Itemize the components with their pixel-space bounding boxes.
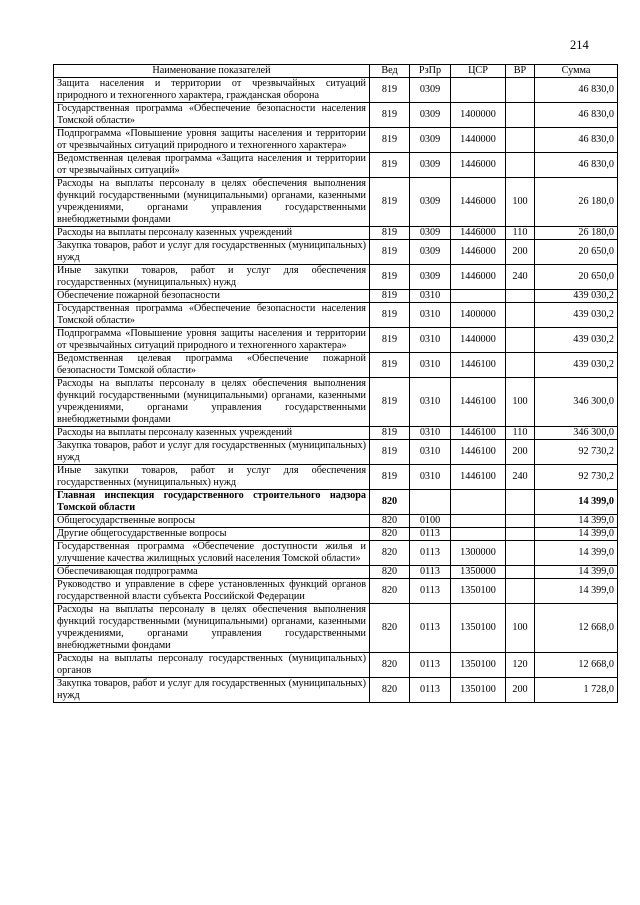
table-row <box>54 653 618 678</box>
cell-sum: 26 180,0 <box>535 178 618 227</box>
cell-rzpr <box>410 490 451 515</box>
cell-ved: 819 <box>370 265 410 290</box>
cell-sum: 20 650,0 <box>535 265 618 290</box>
table-row <box>54 303 618 328</box>
cell-vr <box>506 128 535 153</box>
cell-rzpr: 0309 <box>410 78 451 103</box>
cell-ved: 819 <box>370 427 410 440</box>
cell-csr: 1350100 <box>451 653 506 678</box>
table-row <box>54 566 618 579</box>
cell-rzpr: 0309 <box>410 227 451 240</box>
cell-rzpr: 0309 <box>410 240 451 265</box>
cell-name: Расходы на выплаты персоналу казенных учреждений <box>54 427 370 440</box>
cell-sum: 346 300,0 <box>535 378 618 427</box>
cell-sum: 14 399,0 <box>535 541 618 566</box>
cell-vr: 200 <box>506 678 535 703</box>
header-rzpr: РзПр <box>410 65 451 78</box>
cell-vr <box>506 541 535 566</box>
cell-vr: 240 <box>506 465 535 490</box>
cell-csr: 1446100 <box>451 465 506 490</box>
cell-name: Другие общегосударственные вопросы <box>54 528 370 541</box>
cell-ved: 819 <box>370 378 410 427</box>
cell-sum: 439 030,2 <box>535 303 618 328</box>
budget-table <box>53 64 618 703</box>
cell-rzpr: 0310 <box>410 328 451 353</box>
table-row <box>54 490 618 515</box>
cell-sum: 346 300,0 <box>535 427 618 440</box>
cell-vr <box>506 103 535 128</box>
cell-vr: 100 <box>506 378 535 427</box>
cell-sum: 12 668,0 <box>535 653 618 678</box>
cell-rzpr: 0309 <box>410 128 451 153</box>
cell-ved: 820 <box>370 528 410 541</box>
cell-name: Расходы на выплаты персоналу в целях обеспечения выполнения функций государственными (муниципальными) органами, казенными учреждениями, органами управления государственными внебюджетными фондами <box>54 178 370 227</box>
cell-name: Государственная программа «Обеспечение безопасности населения Томской области» <box>54 303 370 328</box>
cell-rzpr: 0310 <box>410 427 451 440</box>
cell-sum: 26 180,0 <box>535 227 618 240</box>
cell-rzpr: 0310 <box>410 290 451 303</box>
cell-ved: 820 <box>370 515 410 528</box>
cell-sum: 14 399,0 <box>535 490 618 515</box>
cell-sum: 20 650,0 <box>535 240 618 265</box>
cell-csr <box>451 528 506 541</box>
cell-ved: 819 <box>370 103 410 128</box>
cell-ved: 819 <box>370 290 410 303</box>
cell-rzpr: 0310 <box>410 465 451 490</box>
cell-vr: 100 <box>506 178 535 227</box>
cell-vr: 240 <box>506 265 535 290</box>
table-row <box>54 328 618 353</box>
cell-csr: 1446100 <box>451 440 506 465</box>
cell-vr: 200 <box>506 440 535 465</box>
table-row <box>54 465 618 490</box>
cell-ved: 820 <box>370 490 410 515</box>
header-csr: ЦСР <box>451 65 506 78</box>
cell-sum: 14 399,0 <box>535 579 618 604</box>
table-row <box>54 103 618 128</box>
cell-csr: 1440000 <box>451 328 506 353</box>
cell-sum: 46 830,0 <box>535 103 618 128</box>
cell-sum: 92 730,2 <box>535 465 618 490</box>
cell-rzpr: 0309 <box>410 103 451 128</box>
cell-csr: 1400000 <box>451 303 506 328</box>
cell-ved: 820 <box>370 579 410 604</box>
table-row <box>54 128 618 153</box>
cell-vr <box>506 328 535 353</box>
table-row <box>54 528 618 541</box>
cell-csr: 1350000 <box>451 566 506 579</box>
cell-sum: 92 730,2 <box>535 440 618 465</box>
cell-sum: 46 830,0 <box>535 153 618 178</box>
cell-vr: 110 <box>506 427 535 440</box>
table-row <box>54 290 618 303</box>
cell-csr: 1446000 <box>451 153 506 178</box>
table-row <box>54 153 618 178</box>
cell-rzpr: 0100 <box>410 515 451 528</box>
cell-csr: 1400000 <box>451 103 506 128</box>
cell-sum: 46 830,0 <box>535 78 618 103</box>
cell-csr <box>451 490 506 515</box>
cell-sum: 12 668,0 <box>535 604 618 653</box>
cell-name: Расходы на выплаты персоналу в целях обеспечения выполнения функций государственными (муниципальными) органами, казенными учреждениями, органами управления государственными внебюджетными фондами <box>54 378 370 427</box>
cell-csr: 1440000 <box>451 128 506 153</box>
cell-vr <box>506 528 535 541</box>
cell-rzpr: 0309 <box>410 178 451 227</box>
cell-name: Государственная программа «Обеспечение безопасности населения Томской области» <box>54 103 370 128</box>
table-row <box>54 440 618 465</box>
cell-vr <box>506 78 535 103</box>
cell-sum: 439 030,2 <box>535 353 618 378</box>
cell-name: Иные закупки товаров, работ и услуг для обеспечения государственных (муниципальных) нужд <box>54 465 370 490</box>
cell-name: Обеспечивающая подпрограмма <box>54 566 370 579</box>
table-row <box>54 579 618 604</box>
cell-name: Ведомственная целевая программа «Защита населения и территории от чрезвычайных ситуаций» <box>54 153 370 178</box>
cell-vr <box>506 579 535 604</box>
cell-name: Ведомственная целевая программа «Обеспечение пожарной безопасности Томской области» <box>54 353 370 378</box>
cell-name: Расходы на выплаты персоналу казенных учреждений <box>54 227 370 240</box>
cell-name: Подпрограмма «Повышение уровня защиты населения и территории от чрезвычайных ситуаций природного и техногенного характера» <box>54 128 370 153</box>
cell-name: Расходы на выплаты персоналу государственных (муниципальных) органов <box>54 653 370 678</box>
table-row <box>54 353 618 378</box>
cell-name: Общегосударственные вопросы <box>54 515 370 528</box>
cell-vr: 200 <box>506 240 535 265</box>
cell-vr <box>506 490 535 515</box>
header-ved: Вед <box>370 65 410 78</box>
header-name: Наименование показателей <box>54 65 370 78</box>
table-row <box>54 227 618 240</box>
cell-name: Закупка товаров, работ и услуг для государственных (муниципальных) нужд <box>54 678 370 703</box>
cell-csr: 1350100 <box>451 604 506 653</box>
cell-ved: 819 <box>370 78 410 103</box>
cell-ved: 819 <box>370 178 410 227</box>
cell-csr <box>451 290 506 303</box>
cell-vr: 100 <box>506 604 535 653</box>
table-row <box>54 678 618 703</box>
cell-ved: 820 <box>370 566 410 579</box>
cell-csr <box>451 515 506 528</box>
cell-name: Защита населения и территории от чрезвычайных ситуаций природного и техногенного характера, гражданская оборона <box>54 78 370 103</box>
cell-name: Руководство и управление в сфере установленных функций органов государственной власти субъекта Российской Федерации <box>54 579 370 604</box>
cell-name: Расходы на выплаты персоналу в целях обеспечения выполнения функций государственными (муниципальными) органами, казенными учреждениями, органами управления государственными внебюджетными фондами <box>54 604 370 653</box>
cell-vr <box>506 515 535 528</box>
page-number: 214 <box>570 38 589 52</box>
cell-csr: 1350100 <box>451 678 506 703</box>
header-vr: ВР <box>506 65 535 78</box>
cell-vr: 120 <box>506 653 535 678</box>
cell-csr: 1300000 <box>451 541 506 566</box>
cell-ved: 819 <box>370 227 410 240</box>
cell-csr: 1446100 <box>451 353 506 378</box>
cell-rzpr: 0309 <box>410 153 451 178</box>
cell-csr: 1446000 <box>451 265 506 290</box>
table-header-row <box>54 65 618 78</box>
cell-sum: 1 728,0 <box>535 678 618 703</box>
cell-rzpr: 0310 <box>410 378 451 427</box>
table-row <box>54 515 618 528</box>
cell-sum: 439 030,2 <box>535 328 618 353</box>
table-row <box>54 604 618 653</box>
cell-ved: 820 <box>370 653 410 678</box>
cell-vr <box>506 153 535 178</box>
table-row <box>54 541 618 566</box>
table-row <box>54 378 618 427</box>
cell-csr: 1446100 <box>451 427 506 440</box>
cell-rzpr: 0113 <box>410 678 451 703</box>
cell-sum: 14 399,0 <box>535 528 618 541</box>
cell-rzpr: 0310 <box>410 353 451 378</box>
table-row <box>54 240 618 265</box>
table-row <box>54 178 618 227</box>
cell-vr: 110 <box>506 227 535 240</box>
cell-rzpr: 0113 <box>410 566 451 579</box>
cell-ved: 819 <box>370 465 410 490</box>
cell-name: Иные закупки товаров, работ и услуг для обеспечения государственных (муниципальных) нужд <box>54 265 370 290</box>
table-row <box>54 265 618 290</box>
cell-csr: 1446000 <box>451 227 506 240</box>
cell-vr <box>506 303 535 328</box>
cell-csr: 1446000 <box>451 240 506 265</box>
cell-rzpr: 0310 <box>410 303 451 328</box>
header-sum: Сумма <box>535 65 618 78</box>
cell-vr <box>506 566 535 579</box>
cell-ved: 819 <box>370 153 410 178</box>
cell-csr: 1446100 <box>451 378 506 427</box>
cell-ved: 820 <box>370 678 410 703</box>
cell-vr <box>506 290 535 303</box>
cell-ved: 820 <box>370 604 410 653</box>
cell-ved: 819 <box>370 240 410 265</box>
table-row <box>54 427 618 440</box>
cell-sum: 46 830,0 <box>535 128 618 153</box>
cell-csr: 1446000 <box>451 178 506 227</box>
cell-rzpr: 0113 <box>410 528 451 541</box>
table-row <box>54 78 618 103</box>
cell-rzpr: 0113 <box>410 604 451 653</box>
cell-csr <box>451 78 506 103</box>
cell-sum: 14 399,0 <box>535 566 618 579</box>
cell-ved: 819 <box>370 440 410 465</box>
cell-name: Государственная программа «Обеспечение доступности жилья и улучшение качества жилищных условий населения Томской области» <box>54 541 370 566</box>
cell-rzpr: 0309 <box>410 265 451 290</box>
cell-name: Закупка товаров, работ и услуг для государственных (муниципальных) нужд <box>54 440 370 465</box>
cell-rzpr: 0113 <box>410 579 451 604</box>
cell-csr: 1350100 <box>451 579 506 604</box>
cell-ved: 819 <box>370 328 410 353</box>
cell-ved: 820 <box>370 541 410 566</box>
cell-rzpr: 0113 <box>410 541 451 566</box>
cell-rzpr: 0310 <box>410 440 451 465</box>
cell-ved: 819 <box>370 128 410 153</box>
cell-sum: 14 399,0 <box>535 515 618 528</box>
cell-sum: 439 030,2 <box>535 290 618 303</box>
cell-name: Закупка товаров, работ и услуг для государственных (муниципальных) нужд <box>54 240 370 265</box>
cell-name: Подпрограмма «Повышение уровня защиты населения и территории от чрезвычайных ситуаций природного и техногенного характера» <box>54 328 370 353</box>
cell-name: Главная инспекция государственного строительного надзора Томской области <box>54 490 370 515</box>
cell-name: Обеспечение пожарной безопасности <box>54 290 370 303</box>
cell-vr <box>506 353 535 378</box>
cell-ved: 819 <box>370 303 410 328</box>
cell-ved: 819 <box>370 353 410 378</box>
cell-rzpr: 0113 <box>410 653 451 678</box>
